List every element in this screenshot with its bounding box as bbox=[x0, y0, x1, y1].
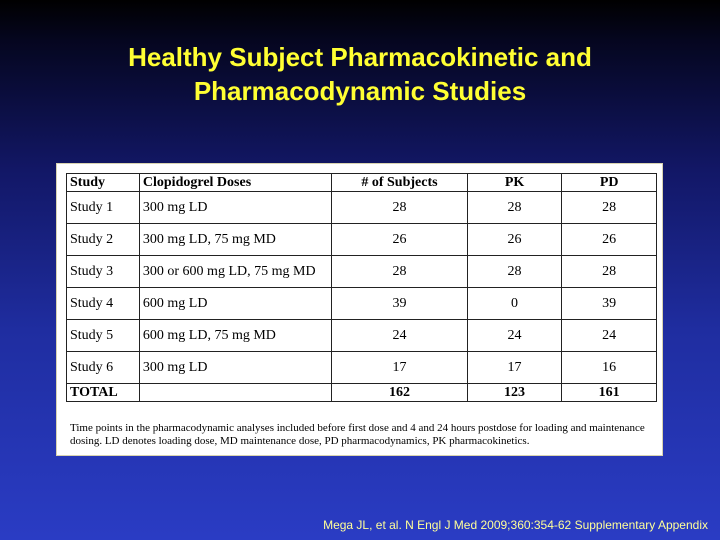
table-row bbox=[67, 288, 657, 320]
cell-pd: 28 bbox=[562, 256, 657, 288]
table-panel bbox=[56, 163, 663, 456]
header-subjects: # of Subjects bbox=[332, 174, 468, 192]
cell-pd: 26 bbox=[562, 224, 657, 256]
total-doses bbox=[139, 384, 331, 402]
cell-doses: 600 mg LD, 75 mg MD bbox=[139, 320, 331, 352]
cell-pd: 16 bbox=[562, 352, 657, 384]
slide-title-line-2: Pharmacodynamic Studies bbox=[193, 76, 527, 106]
cell-pk: 0 bbox=[467, 288, 562, 320]
cell-study: Study 6 bbox=[67, 352, 140, 384]
cell-subjects: 39 bbox=[332, 288, 468, 320]
cell-doses: 600 mg LD bbox=[139, 288, 331, 320]
table-row bbox=[67, 320, 657, 352]
table-footnote: Time points in the pharmacodynamic analyses included before first dose and 4 and 24 hours postdose for loading and maintenance dosing. LD denotes loading dose, MD maintenance dose, PD pharmacodynamics, PK pharmacokinetics. bbox=[70, 422, 645, 447]
total-label: TOTAL bbox=[67, 384, 140, 402]
cell-pk: 28 bbox=[467, 192, 562, 224]
cell-doses: 300 mg LD bbox=[139, 352, 331, 384]
cell-subjects: 28 bbox=[332, 256, 468, 288]
slide-title bbox=[0, 40, 720, 108]
study-table bbox=[66, 173, 657, 402]
cell-subjects: 24 bbox=[332, 320, 468, 352]
cell-pd: 39 bbox=[562, 288, 657, 320]
table-row bbox=[67, 352, 657, 384]
cell-study: Study 3 bbox=[67, 256, 140, 288]
cell-doses: 300 or 600 mg LD, 75 mg MD bbox=[139, 256, 331, 288]
cell-pk: 28 bbox=[467, 256, 562, 288]
table-row bbox=[67, 256, 657, 288]
table-total-row bbox=[67, 384, 657, 402]
citation: Mega JL, et al. N Engl J Med 2009;360:354-62 Supplementary Appendix bbox=[323, 518, 708, 532]
cell-pd: 24 bbox=[562, 320, 657, 352]
header-pk: PK bbox=[467, 174, 562, 192]
cell-doses: 300 mg LD, 75 mg MD bbox=[139, 224, 331, 256]
header-study: Study bbox=[67, 174, 140, 192]
cell-pk: 24 bbox=[467, 320, 562, 352]
table-header-row bbox=[67, 174, 657, 192]
cell-pk: 26 bbox=[467, 224, 562, 256]
cell-pk: 17 bbox=[467, 352, 562, 384]
total-pd: 161 bbox=[562, 384, 657, 402]
cell-doses: 300 mg LD bbox=[139, 192, 331, 224]
total-pk: 123 bbox=[467, 384, 562, 402]
cell-study: Study 5 bbox=[67, 320, 140, 352]
slide-title-line-1: Healthy Subject Pharmacokinetic and bbox=[128, 42, 592, 72]
cell-subjects: 17 bbox=[332, 352, 468, 384]
table-row bbox=[67, 192, 657, 224]
cell-subjects: 28 bbox=[332, 192, 468, 224]
cell-pd: 28 bbox=[562, 192, 657, 224]
table-row bbox=[67, 224, 657, 256]
total-subjects: 162 bbox=[332, 384, 468, 402]
cell-study: Study 2 bbox=[67, 224, 140, 256]
cell-subjects: 26 bbox=[332, 224, 468, 256]
cell-study: Study 4 bbox=[67, 288, 140, 320]
header-doses: Clopidogrel Doses bbox=[139, 174, 331, 192]
header-pd: PD bbox=[562, 174, 657, 192]
cell-study: Study 1 bbox=[67, 192, 140, 224]
